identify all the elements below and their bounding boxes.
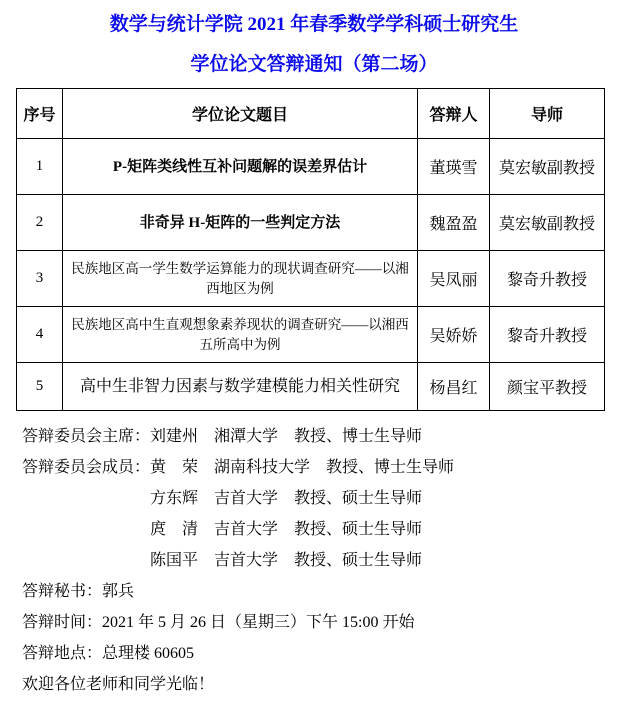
- welcome-line: [22, 667, 628, 698]
- thesis-title-cell: 高中生非智力因素与数学建模能力相关性研究: [63, 363, 418, 411]
- table-row: [17, 363, 605, 411]
- thesis-title-cell: 民族地区高中生直观想象素养现状的调查研究——以湘西五所高中为例: [63, 307, 418, 363]
- defense-time-text: 答辩时间：2021 年 5 月 26 日（星期三）下午 15:00 开始: [22, 614, 415, 631]
- table-row: [17, 139, 605, 195]
- defense-location-text: 答辩地点：总理楼 60605: [22, 645, 195, 662]
- doc-title-line1: 数学与统计学院 2021 年春季数学学科硕士研究生: [109, 14, 519, 35]
- committee-member-text: 庹 清 吉首大学 教授、硕士生导师: [150, 521, 423, 538]
- defense-location-line: [22, 636, 628, 667]
- secretary-line: [22, 574, 628, 605]
- doc-title-line2: 学位论文答辩通知（第二场）: [190, 54, 438, 75]
- seq-cell: 1: [17, 139, 63, 195]
- committee-member-text: 方东辉 吉首大学 教授、硕士生导师: [150, 490, 423, 507]
- table-row: [17, 195, 605, 251]
- committee-member-text: 陈国平 吉首大学 教授、硕士生导师: [150, 552, 423, 569]
- committee-member-line: [22, 543, 628, 574]
- thesis-title-cell: P-矩阵类线性互补问题解的误差界估计: [63, 139, 418, 195]
- defense-time-line: [22, 605, 628, 636]
- header-seq: 序号: [17, 89, 63, 139]
- defender-cell: 吴娇娇: [418, 307, 490, 363]
- advisor-cell: 黎奇升教授: [490, 251, 605, 307]
- table-row: [17, 251, 605, 307]
- defender-cell: 杨昌红: [418, 363, 490, 411]
- committee-chair-text: 刘建州 湘潭大学 教授、博士生导师: [150, 428, 423, 445]
- thesis-defense-table: [16, 88, 605, 411]
- header-advisor: 导师: [490, 89, 605, 139]
- advisor-cell: 莫宏敏副教授: [490, 139, 605, 195]
- committee-members-label: 答辩委员会成员：: [22, 459, 151, 476]
- header-defender: 答辩人: [418, 89, 490, 139]
- advisor-cell: 莫宏敏副教授: [490, 195, 605, 251]
- defender-cell: 魏盈盈: [418, 195, 490, 251]
- seq-cell: 2: [17, 195, 63, 251]
- defender-cell: 董瑛雪: [418, 139, 490, 195]
- committee-member-text: 黄 荣 湖南科技大学 教授、博士生导师: [150, 459, 455, 476]
- committee-section: [22, 419, 628, 574]
- advisor-cell: 颜宝平教授: [490, 363, 605, 411]
- advisor-cell: 黎奇升教授: [490, 307, 605, 363]
- committee-chair-label: 答辩委员会主席：: [22, 428, 151, 445]
- welcome-text: 欢迎各位老师和同学光临！: [22, 676, 215, 693]
- seq-cell: 5: [17, 363, 63, 411]
- footer-section: [22, 574, 628, 698]
- header-thesis-title: 学位论文题目: [63, 89, 418, 139]
- committee-member-line: [22, 512, 628, 543]
- committee-chair-line: [22, 419, 628, 450]
- thesis-title-cell: 非奇异 H-矩阵的一些判定方法: [63, 195, 418, 251]
- defender-cell: 吴凤丽: [418, 251, 490, 307]
- table-row: [17, 307, 605, 363]
- seq-cell: 4: [17, 307, 63, 363]
- secretary-text: 答辩秘书：郭兵: [22, 583, 135, 600]
- thesis-title-cell: 民族地区高一学生数学运算能力的现状调查研究——以湘西地区为例: [63, 251, 418, 307]
- table-header-row: [17, 89, 605, 139]
- seq-cell: 3: [17, 251, 63, 307]
- committee-member-line: [22, 481, 628, 512]
- committee-member-line: [22, 450, 628, 481]
